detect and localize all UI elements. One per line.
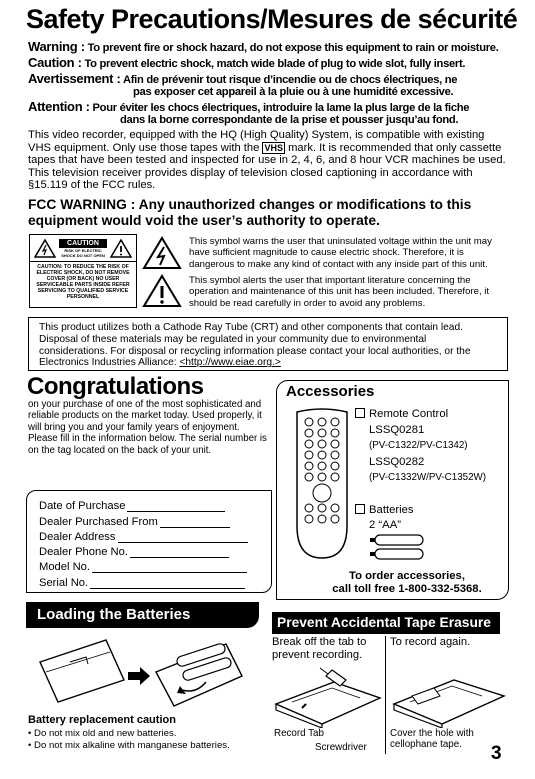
- remote-models-1: (PV-C1322/PV-C1342): [369, 440, 468, 451]
- lightning-triangle-icon: [34, 239, 56, 258]
- cassette-cover-illustration: [390, 664, 508, 728]
- caution-label-box: [29, 234, 137, 308]
- loading-batteries-heading: Loading the Batteries: [26, 602, 259, 628]
- caution-sub: RISK OF ELECTRIC SHOCK DO NOT OPEN: [61, 247, 105, 258]
- fill-line[interactable]: [92, 561, 247, 573]
- purchase-row: [39, 497, 271, 512]
- warning-text: To prevent fire or shock hazard, do not expose this equipment to rain or moisture.: [87, 42, 499, 54]
- record-again-text: To record again.: [390, 636, 471, 648]
- caution-label: Caution :: [28, 55, 82, 70]
- attention-text-2: dans la borne correspondante de la prise et pousser jusqu’au fond.: [120, 114, 459, 126]
- purchase-row: [39, 558, 271, 573]
- record-tab-caption: Record Tab: [274, 728, 324, 739]
- break-tab-text: Break off the tab to prevent recording.: [272, 636, 367, 661]
- battery-caution-text: Do not mix old and new batteries.: [34, 728, 177, 739]
- caution-body: CAUTION: TO REDUCE THE RISK OF ELECTRIC SHOCK, DO NOT REMOVE COVER (OR BACK) NO USER SERVICEABLE PARTS INSIDE REFER SERVICING TO QUALIFIED SERVICE PERSONNEL: [36, 264, 130, 300]
- battery-caution-item: • Do not mix old and new batteries.: [28, 728, 177, 739]
- congratulations-heading: Congratulations: [27, 373, 204, 400]
- voltage-symbol-text: This symbol warns the user that uninsulated voltage within the unit may have sufficient magnitude to cause electric shock. Therefore, it is dangerous to make any kind of contact with any inside part of this unit.: [189, 236, 492, 270]
- attention-label: Attention :: [28, 99, 90, 114]
- checkbox[interactable]: [355, 408, 365, 418]
- fill-line[interactable]: [90, 577, 245, 589]
- avertissement-text-1: Afin de prévenir tout risque d’incendie ou de chocs électriques, ne: [122, 74, 458, 86]
- fill-line[interactable]: [127, 500, 225, 512]
- exclamation-warning-icon: [142, 274, 182, 308]
- accessories-box: [276, 380, 509, 600]
- remote-models-2: (PV-C1332W/PV-C1352W): [369, 472, 487, 483]
- intro-part-2: mark. It is recommended that only cassette tapes that have been tested and inspected for use in 2, 4, 6, and 8 hour VCR machines be used. This television receiver provides display of television closed captioning in accordance with §15.119 of the FCC rules.: [28, 141, 506, 192]
- order-line-2: call toll free 1-800-332-5368.: [332, 583, 482, 595]
- purchase-info-box: [26, 490, 272, 593]
- page-number: 3: [491, 743, 502, 764]
- avertissement-label: Avertissement :: [28, 71, 121, 86]
- disposal-text: This product utilizes both a Cathode Ray Tube (CRT) and other components that contain lead. Disposal of these materials may be regulated in your community due to environmental considerations. For disposal or recycling information please contact your local authorities, or the Electronics Industries Alliance:: [39, 322, 471, 369]
- purchase-row: [39, 543, 271, 558]
- purchase-row: [39, 528, 271, 543]
- cassette-tab-illustration: [272, 664, 384, 728]
- caution-badge: CAUTION: [59, 239, 107, 248]
- field-label: Date of Purchase: [39, 500, 126, 513]
- caution-text: To prevent electric shock, match wide blade of plug to wide slot, fully insert.: [84, 58, 466, 70]
- batteries-qty: 2 “AA”: [369, 519, 402, 531]
- remote-control-item: [355, 407, 448, 421]
- remote-part-2: LSSQ0282: [369, 456, 425, 468]
- order-line-1: To order accessories,: [349, 570, 465, 582]
- fill-line[interactable]: [118, 531, 248, 543]
- purchase-row: [39, 512, 271, 527]
- purchase-row: [39, 573, 271, 588]
- field-label: Dealer Phone No.: [39, 546, 128, 559]
- field-label: Dealer Purchased From: [39, 515, 158, 528]
- tape-erasure-heading: Prevent Accidental Tape Erasure: [272, 612, 500, 634]
- battery-caution-text: Do not mix alkaline with manganese batteries.: [34, 740, 230, 751]
- remote-part-1: LSSQ0281: [369, 424, 425, 436]
- field-label: Model No.: [39, 561, 90, 574]
- literature-symbol-text: This symbol alerts the user that important literature concerning the operation and maintenance of this unit has been included. Therefore, it should be read carefully in order to avoid any problems.: [189, 275, 490, 309]
- voltage-warning-icon: [142, 236, 182, 270]
- fill-line[interactable]: [160, 516, 230, 528]
- remote-control-icon: [289, 408, 355, 560]
- vhs-logo: VHS: [264, 142, 283, 153]
- field-label: Serial No.: [39, 576, 89, 589]
- warning-line: [28, 39, 499, 54]
- congratulations-text: on your purchase of one of the most sophisticated and reliable products on the market today. Used properly, it will bring you and your family years of enjoyment. Please fill in the information below. The serial number is on the tag located on the back of your unit.: [28, 399, 267, 456]
- intro-paragraph: [28, 129, 508, 192]
- screwdriver-caption: Screwdriver: [315, 742, 367, 753]
- cover-hole-caption: Cover the hole with cellophane tape.: [390, 728, 474, 750]
- warning-label: Warning :: [28, 39, 85, 54]
- attention-line: [28, 99, 469, 114]
- checkbox[interactable]: [355, 504, 365, 514]
- battery-loading-illustration: [36, 632, 246, 708]
- page-title: Safety Precautions/Mesures de sécurité: [26, 4, 518, 34]
- avertissement-text-2: pas exposer cet appareil à la pluie ou à une humidité excessive.: [133, 86, 454, 98]
- fcc-warning: FCC WARNING : Any unauthorized changes or modifications to this equipment would void the user’s authority to operate.: [28, 197, 472, 228]
- accessories-heading: Accessories: [286, 383, 375, 400]
- attention-text-1: Pour éviter les chocs électriques, introduire la lame la plus large de la fiche: [92, 102, 470, 114]
- disposal-notice: [28, 317, 508, 371]
- intro-part-1: This video recorder, equipped with the HQ (High Quality) System, is compatible with existing VHS equipment. Only use those tapes with the: [28, 129, 485, 154]
- divider: [385, 636, 386, 754]
- eiae-link[interactable]: <http://www.eiae.org.>: [179, 357, 281, 369]
- battery-caution-item: • Do not mix alkaline with manganese batteries.: [28, 740, 230, 751]
- exclamation-triangle-icon: [110, 239, 132, 258]
- caution-line: [28, 55, 465, 70]
- batteries-label: Batteries: [369, 504, 414, 516]
- batteries-item: [355, 503, 414, 517]
- field-label: Dealer Address: [39, 530, 116, 543]
- avertissement-line: [28, 71, 457, 86]
- order-info: [307, 570, 507, 596]
- remote-label: Remote Control: [369, 408, 449, 420]
- battery-caution-heading: Battery replacement caution: [28, 714, 176, 726]
- batteries-icon: [367, 533, 427, 563]
- fill-line[interactable]: [130, 546, 229, 558]
